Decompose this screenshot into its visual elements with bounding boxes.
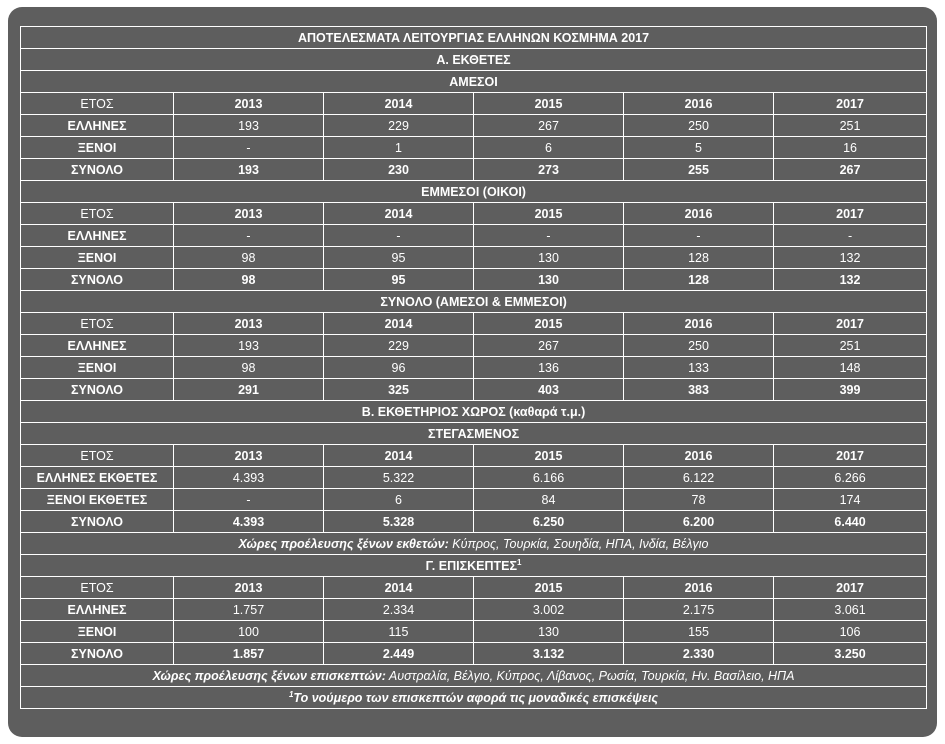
indirect-row	[21, 225, 927, 247]
cell-value: 3.061	[774, 599, 927, 621]
cell-value: 6.266	[774, 467, 927, 489]
visitors-row	[21, 643, 927, 665]
row-label: ΣΥΝΟΛΟ	[21, 379, 174, 401]
cell-value: 403	[474, 379, 624, 401]
exhibitor-origin-note-cell	[21, 533, 927, 555]
visitors-row	[21, 599, 927, 621]
cell-value: 133	[624, 357, 774, 379]
row-label: ΞΕΝΟΙ	[21, 621, 174, 643]
cell-value: 193	[174, 335, 324, 357]
visitors-row	[21, 621, 927, 643]
year-header: 2013	[174, 445, 324, 467]
cell-value: 5.322	[324, 467, 474, 489]
year-header: 2014	[324, 445, 474, 467]
cell-value: 6	[324, 489, 474, 511]
cell-value: 95	[324, 247, 474, 269]
year-header: 2016	[624, 313, 774, 335]
cell-value: 267	[774, 159, 927, 181]
cell-value: 1	[324, 137, 474, 159]
cell-value: 250	[624, 115, 774, 137]
row-label: ΞΕΝΟΙ	[21, 137, 174, 159]
year-header: 2017	[774, 93, 927, 115]
cell-value: 4.393	[174, 511, 324, 533]
cell-value: 255	[624, 159, 774, 181]
year-header: 2013	[174, 203, 324, 225]
total-exhibitors-title	[21, 291, 927, 313]
total-exhibitors-year-row	[21, 313, 927, 335]
cell-value: -	[174, 225, 324, 247]
cell-value: 132	[774, 247, 927, 269]
cell-value: 325	[324, 379, 474, 401]
year-label: ΕΤΟΣ	[21, 445, 174, 467]
direct-row	[21, 137, 927, 159]
row-label: ΕΛΛΗΝΕΣ ΕΚΘΕΤΕΣ	[21, 467, 174, 489]
cell-value: 1.857	[174, 643, 324, 665]
exhibitor-origin-note	[21, 533, 927, 555]
year-header: 2013	[174, 577, 324, 599]
year-header: 2013	[174, 93, 324, 115]
cell-value: 6	[474, 137, 624, 159]
year-label: ΕΤΟΣ	[21, 203, 174, 225]
cell-value: 95	[324, 269, 474, 291]
direct-title-cell: ΑΜΕΣΟΙ	[21, 71, 927, 93]
cell-value: 4.393	[174, 467, 324, 489]
section-b-title	[21, 401, 927, 423]
cell-value: 291	[174, 379, 324, 401]
note-text: Κύπρος, Τουρκία, Σουηδία, ΗΠΑ, Ινδία, Βέλγιο	[448, 536, 709, 551]
cell-value: 2.175	[624, 599, 774, 621]
year-header: 2017	[774, 445, 927, 467]
cell-value: -	[774, 225, 927, 247]
cell-value: 6.200	[624, 511, 774, 533]
year-header: 2016	[624, 93, 774, 115]
year-header: 2014	[324, 203, 474, 225]
cell-value: 115	[324, 621, 474, 643]
cell-value: 267	[474, 335, 624, 357]
space-title-cell: ΣΤΕΓΑΣΜΕΝΟΣ	[21, 423, 927, 445]
cell-value: 98	[174, 357, 324, 379]
space-title	[21, 423, 927, 445]
cell-value: 2.334	[324, 599, 474, 621]
section-c-title	[21, 555, 927, 577]
total-exhibitors-title-cell: ΣΥΝΟΛΟ (ΑΜΕΣΟΙ & ΕΜΜΕΣΟΙ)	[21, 291, 927, 313]
row-label: ΞΕΝΟΙ ΕΚΘΕΤΕΣ	[21, 489, 174, 511]
indirect-year-row	[21, 203, 927, 225]
cell-value: -	[174, 137, 324, 159]
cell-value: 78	[624, 489, 774, 511]
cell-value: 6.250	[474, 511, 624, 533]
cell-value: 3.132	[474, 643, 624, 665]
cell-value: 98	[174, 269, 324, 291]
footnote-cell	[21, 687, 927, 709]
superscript: 1	[288, 689, 294, 699]
cell-value: -	[324, 225, 474, 247]
total-exhibitors-row	[21, 379, 927, 401]
year-header: 2016	[624, 577, 774, 599]
cell-value: -	[174, 489, 324, 511]
cell-value: 251	[774, 335, 927, 357]
cell-value: 229	[324, 115, 474, 137]
visitors-year-row	[21, 577, 927, 599]
year-header: 2015	[474, 203, 624, 225]
year-header: 2017	[774, 577, 927, 599]
row-label: ΞΕΝΟΙ	[21, 357, 174, 379]
section-a-title-cell: Α. ΕΚΘΕΤΕΣ	[21, 49, 927, 71]
cell-value: 193	[174, 159, 324, 181]
text: Το νούμερο των επισκεπτών αφορά τις μοναδικές επισκέψεις	[293, 690, 659, 705]
cell-value: 2.449	[324, 643, 474, 665]
cell-value: 16	[774, 137, 927, 159]
cell-value: 267	[474, 115, 624, 137]
cell-value: 273	[474, 159, 624, 181]
year-header: 2014	[324, 313, 474, 335]
indirect-row	[21, 247, 927, 269]
cell-value: 128	[624, 269, 774, 291]
cell-value: 130	[474, 247, 624, 269]
year-header: 2016	[624, 203, 774, 225]
row-label: ΕΛΛΗΝΕΣ	[21, 115, 174, 137]
cell-value: 5	[624, 137, 774, 159]
cell-value: 130	[474, 621, 624, 643]
cell-value: 230	[324, 159, 474, 181]
cell-value: 3.250	[774, 643, 927, 665]
cell-value: 174	[774, 489, 927, 511]
cell-value: -	[474, 225, 624, 247]
section-a-title	[21, 49, 927, 71]
note-label: Χώρες προέλευσης ξένων εκθετών:	[238, 536, 449, 551]
cell-value: 155	[624, 621, 774, 643]
total-exhibitors-row	[21, 357, 927, 379]
year-header: 2017	[774, 203, 927, 225]
cell-value: 98	[174, 247, 324, 269]
indirect-row	[21, 269, 927, 291]
cell-value: 6.440	[774, 511, 927, 533]
year-header: 2015	[474, 313, 624, 335]
visitor-origin-note	[21, 665, 927, 687]
cell-value: 6.166	[474, 467, 624, 489]
cell-value: 399	[774, 379, 927, 401]
cell-value: 2.330	[624, 643, 774, 665]
direct-row	[21, 159, 927, 181]
report-title	[21, 27, 927, 49]
year-label: ΕΤΟΣ	[21, 93, 174, 115]
cell-value: 100	[174, 621, 324, 643]
cell-value: 251	[774, 115, 927, 137]
section-b-title-cell: Β. ΕΚΘΕΤΗΡΙΟΣ ΧΩΡΟΣ (καθαρά τ.μ.)	[21, 401, 927, 423]
row-label: ΣΥΝΟΛΟ	[21, 159, 174, 181]
year-header: 2016	[624, 445, 774, 467]
year-header: 2015	[474, 93, 624, 115]
row-label: ΕΛΛΗΝΕΣ	[21, 335, 174, 357]
row-label: ΕΛΛΗΝΕΣ	[21, 599, 174, 621]
cell-value: 3.002	[474, 599, 624, 621]
cell-value: 1.757	[174, 599, 324, 621]
year-header: 2015	[474, 577, 624, 599]
cell-value: 128	[624, 247, 774, 269]
cell-value: 136	[474, 357, 624, 379]
superscript: 1	[516, 557, 522, 567]
note-text: Αυστραλία, Βέλγιο, Κύπρος, Λίβανος, Ρωσία, Τουρκία, Ην. Βασίλειο, ΗΠΑ	[385, 668, 795, 683]
cell-value: 130	[474, 269, 624, 291]
row-label: ΞΕΝΟΙ	[21, 247, 174, 269]
direct-year-row	[21, 93, 927, 115]
indirect-title-cell: ΕΜΜΕΣΟΙ (ΟΙΚΟΙ)	[21, 181, 927, 203]
results-table	[20, 26, 927, 709]
year-header: 2014	[324, 93, 474, 115]
cell-value: 106	[774, 621, 927, 643]
space-row	[21, 467, 927, 489]
cell-value: 5.328	[324, 511, 474, 533]
cell-value: 132	[774, 269, 927, 291]
report-title-cell: ΑΠΟΤΕΛΕΣΜΑΤΑ ΛΕΙΤΟΥΡΓΙΑΣ ΕΛΛΗΝΩΝ ΚΟΣΜΗΜΑ 2017	[21, 27, 927, 49]
visitor-origin-note-cell	[21, 665, 927, 687]
total-exhibitors-row	[21, 335, 927, 357]
row-label: ΣΥΝΟΛΟ	[21, 269, 174, 291]
space-row	[21, 489, 927, 511]
year-label: ΕΤΟΣ	[21, 577, 174, 599]
note-label: Χώρες προέλευσης ξένων επισκεπτών:	[152, 668, 386, 683]
row-label: ΕΛΛΗΝΕΣ	[21, 225, 174, 247]
space-row	[21, 511, 927, 533]
cell-value: 96	[324, 357, 474, 379]
cell-value: 84	[474, 489, 624, 511]
cell-value: 250	[624, 335, 774, 357]
direct-row	[21, 115, 927, 137]
cell-value: 383	[624, 379, 774, 401]
cell-value: 229	[324, 335, 474, 357]
text: Γ. ΕΠΙΣΚΕΠΤΕΣ	[425, 558, 517, 573]
year-header: 2015	[474, 445, 624, 467]
space-year-row	[21, 445, 927, 467]
indirect-title	[21, 181, 927, 203]
year-label: ΕΤΟΣ	[21, 313, 174, 335]
footnote	[21, 687, 927, 709]
section-c-title-cell	[21, 555, 927, 577]
cell-value: 6.122	[624, 467, 774, 489]
row-label: ΣΥΝΟΛΟ	[21, 511, 174, 533]
year-header: 2017	[774, 313, 927, 335]
cell-value: -	[624, 225, 774, 247]
direct-title	[21, 71, 927, 93]
cell-value: 193	[174, 115, 324, 137]
cell-value: 148	[774, 357, 927, 379]
row-label: ΣΥΝΟΛΟ	[21, 643, 174, 665]
year-header: 2013	[174, 313, 324, 335]
year-header: 2014	[324, 577, 474, 599]
